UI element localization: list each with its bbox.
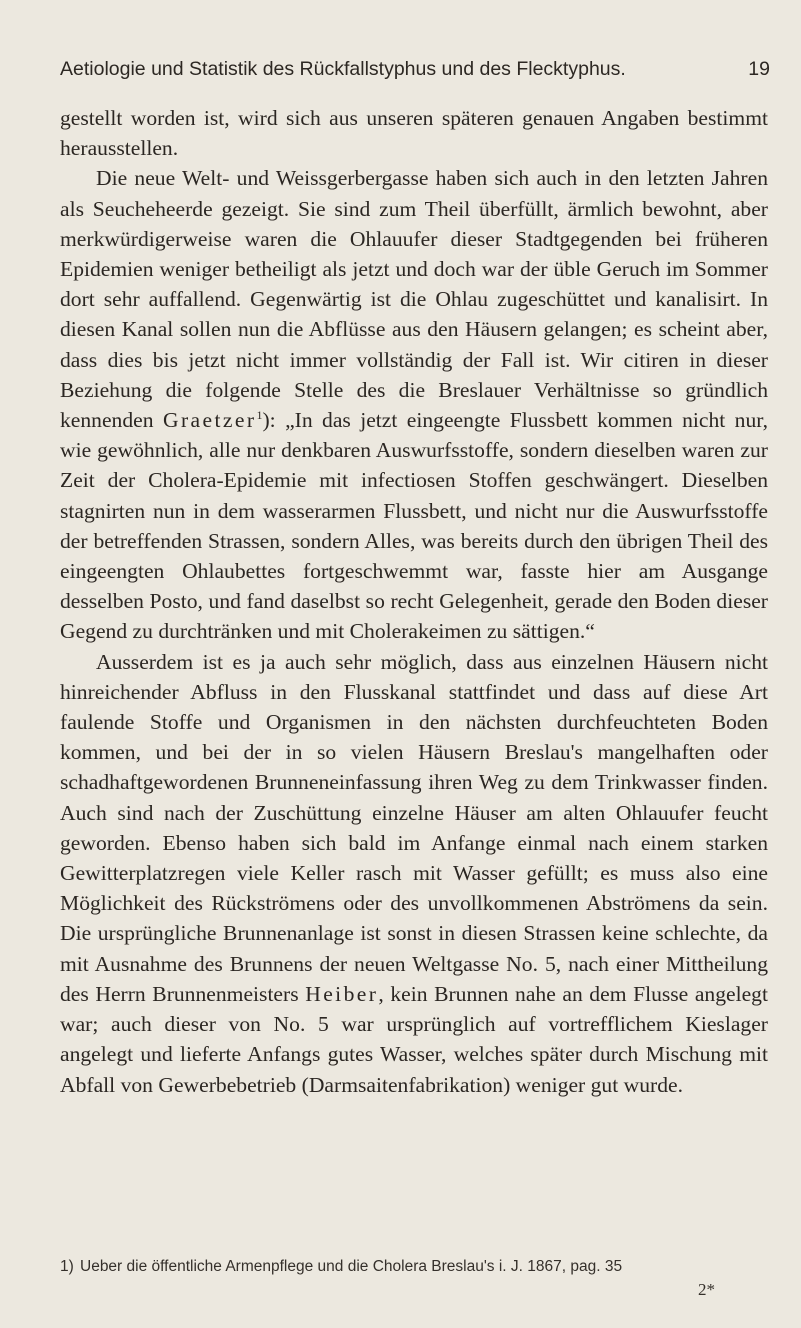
paragraph-2 [60, 163, 768, 646]
paragraph-2-text-after: ): „In das jetzt eingeengte Flussbett kommen nicht nur, wie gewöhnlich, alle nur denkbaren Auswurfsstoffe, sondern dieselben waren zur Zeit der Cholera-Epidemie mit infectiosen Stoffen geschwängert. Dieselben stagnirten nun in dem wasserarmen Flussbett, und nicht nur die Auswurfsstoffe der betreffenden Strassen, sondern Alles, was bereits durch den übrigen Theil des eingeengten Ohlaubettes fortgeschwemmt war, fasste hier am Ausgange desselben Posto, und fand daselbst so recht Gelegenheit, gerade den Boden dieser Gegend zu durchtränken und mit Cholerakeimen zu sättigen.“ [60, 408, 768, 644]
footnote-text: Ueber die öffentliche Armenpflege und die Cholera Breslau's i. J. 1867, pag. 35 [80, 1258, 623, 1275]
running-head [60, 58, 770, 88]
paragraph-3 [60, 647, 768, 1100]
printer-signature-mark: 2* [698, 1280, 715, 1299]
running-head-title: Aetiologie und Statistik des Rückfallstyphus und des Flecktyphus. [60, 58, 626, 80]
footnote-reference[interactable]: 1 [256, 408, 263, 423]
page-number: 19 [748, 58, 770, 80]
paragraph-3-text-after: , kein Brunnen nahe an dem Flusse angelegt war; auch dieser von No. 5 war ursprünglich auf vortrefflichem Kieslager angelegt und lieferte Anfangs gutes Wasser, welches später durch Mischung mit Abfall von Gewerbebetrieb (Darmsaitenfabrikation) weniger gut wurde. [60, 981, 768, 1097]
paragraph-1: gestellt worden ist, wird sich aus unseren späteren genauen Angaben bestimmt herausstellen. [60, 106, 768, 161]
paragraph-2-text-before: Die neue Welt- und Weissgerbergasse haben sich auch in den letzten Jahren als Seucheheerde gezeigt. Sie sind zum Theil überfüllt, ärmlich bewohnt, aber merkwürdigerweise waren die Ohlauufer dieser Stadtgegenden bei früheren Epidemien weniger betheiligt als jetzt und doch war der üble Geruch im Sommer dort sehr auffallend. Gegenwärtig ist die Ohlau zugeschüttet und kanalisirt. In diesen Kanal sollen nun die Abflüsse aus den Häusern gelangen; es scheint aber, dass dies bis jetzt nicht immer vollständig der Fall ist. Wir citiren in dieser Beziehung die folgende Stelle des die Breslauer Verhältnisse so gründlich kennenden [60, 166, 768, 433]
author-name-graetzer: Graetzer [162, 408, 257, 433]
person-name-heiber: Heiber [305, 981, 379, 1006]
paragraph-3-text-before: Ausserdem ist es ja auch sehr möglich, dass aus einzelnen Häusern nicht hinreichender Abfluss in den Flusskanal stattfindet und dass auf diese Art faulende Stoffe und Organismen in den nächsten durchfeuchteten Boden kommen, und bei der in so vielen Häusern Breslau's mangelhaften oder schadhaftgewordenen Brunneneinfassung ihren Weg zu dem Trinkwasser finden. Auch sind nach der Zuschüttung einzelne Häuser am alten Ohlauufer feucht geworden. Ebenso haben sich bald im Anfange einmal nach einem starken Gewitterplatzregen viele Keller rasch mit Wasser gefüllt; es muss also eine Möglichkeit des Rückströmens oder des unvollkommenen Abströmens da sein. Die ursprüngliche Brunnenanlage ist sonst in diesen Strassen keine schlechte, da mit Ausnahme des Brunnens der neuen Weltgasse No. 5, nach einer Mittheilung des Herrn Brunnenmeisters [60, 649, 768, 1006]
body-text [60, 103, 768, 1100]
footnote-marker: 1) [60, 1258, 74, 1275]
footnote [60, 1257, 772, 1277]
